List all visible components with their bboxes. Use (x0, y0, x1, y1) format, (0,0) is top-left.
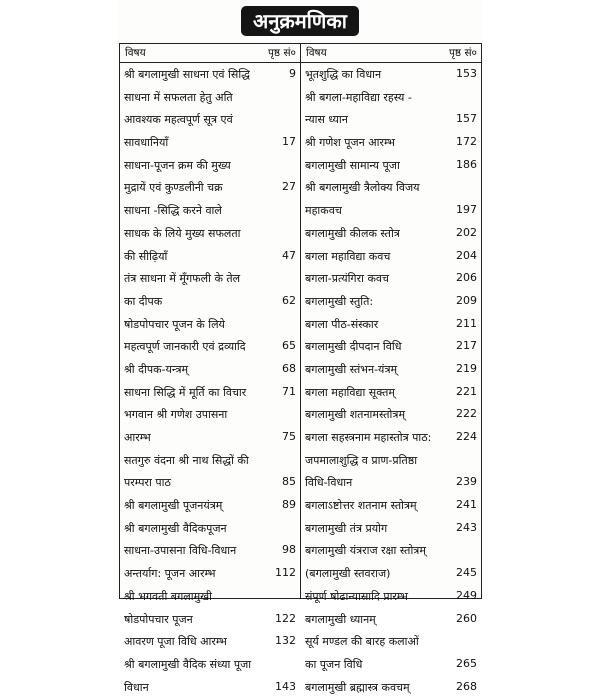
entry-page-number: 245 (456, 566, 477, 580)
entry-page-number: 224 (456, 430, 477, 443)
right-contents-entry (301, 630, 481, 653)
right-contents-entry (301, 358, 481, 381)
right-contents-entry (301, 63, 481, 86)
entry-page-number: 85 (282, 475, 296, 489)
entry-page-number: 211 (456, 316, 477, 330)
left-subject-heading: विषय (125, 47, 146, 59)
right-contents-entry (301, 426, 481, 449)
entry-title: बगला महाविद्या सूक्तम् (305, 385, 395, 399)
entry-title: सूर्य मण्डल की बारह कलाओं (305, 635, 419, 649)
left-header (120, 44, 300, 62)
entry-title: श्री बगलामुखी वैदिकपूजन (124, 521, 227, 535)
right-contents-entry (301, 517, 481, 540)
left-contents-entry (120, 335, 300, 358)
right-page-heading: पृष्ठ सं० (448, 47, 477, 59)
entry-title: श्री बगलामुखी पूजनयंत्रम् (124, 499, 223, 513)
entry-title: बगलामुखी यंत्रराज रक्षा स्तोत्रम् (305, 544, 426, 558)
entry-page-number: 17 (282, 135, 296, 149)
right-contents-entry (301, 608, 481, 631)
entry-page-number: 47 (282, 248, 296, 262)
right-contents-entry (301, 335, 481, 358)
right-contents-entry (301, 676, 481, 698)
entry-title: की सीढ़ियाँ (124, 249, 168, 263)
title-banner (117, 6, 483, 40)
left-contents-entry (120, 381, 300, 404)
entry-title: भूतशुद्धि का विधान (305, 68, 382, 81)
left-contents-entry (120, 199, 300, 222)
entry-title: बगलाऽष्टोत्तर शतनाम स्तोत्रम् (305, 499, 417, 513)
right-contents-entry (301, 267, 481, 290)
entry-title: बगलामुखी तंत्र प्रयोग (305, 521, 388, 535)
left-contents-entry (120, 290, 300, 313)
entry-page-number: 122 (275, 611, 296, 625)
entry-page-number: 239 (456, 475, 477, 489)
entry-page-number: 65 (282, 339, 296, 353)
left-page-heading: पृष्ठ सं० (267, 47, 296, 59)
entry-page-number: 68 (282, 361, 296, 375)
right-contents-entry (301, 539, 481, 562)
entry-page-number: 62 (282, 293, 296, 307)
right-contents-entry (301, 585, 481, 608)
entry-title: श्री बगलामुखी साधना एवं सिद्धि (124, 68, 250, 81)
entry-title: साधना-उपासना विधि-विधान (124, 544, 237, 558)
entry-title: बगलामुखी स्तंभन-यंत्रम् (305, 362, 398, 376)
entry-page-number: 204 (456, 248, 477, 262)
entry-title: बगलामुखी ब्रह्मास्त्र कवचम् (305, 680, 410, 694)
page-title: अनुक्रमणिका (241, 6, 359, 36)
entry-title: मुद्रायें एवं कुण्डलीनी चक्र (124, 181, 223, 195)
left-contents-entry (120, 131, 300, 154)
left-contents-entry (120, 608, 300, 631)
entry-title: महत्वपूर्ण जानकारी एवं द्रव्यादि (124, 340, 246, 354)
right-contents-entry (301, 313, 481, 336)
entry-title: साधना में सफलता हेतु अति (124, 90, 233, 104)
entry-title: साधना -सिद्धि करने वाले (124, 204, 222, 218)
right-header (301, 44, 481, 62)
entry-page-number: 202 (456, 225, 477, 239)
right-contents-entry (301, 245, 481, 268)
left-contents-entry (120, 108, 300, 131)
right-subject-heading: विषय (306, 47, 327, 59)
entry-page-number: 249 (456, 588, 477, 602)
entry-page-number: 112 (275, 566, 296, 580)
entry-title: भगवान श्री गणेश उपासना (124, 408, 228, 422)
entry-title: षोडपोपचार पूजन के लिये (124, 317, 225, 331)
right-contents-entry (301, 108, 481, 131)
entry-title: श्री दीपक-यन्त्रम् (124, 362, 189, 376)
entry-title: आवरण पूजा विधि आरम्भ (124, 635, 227, 649)
entry-title: परम्परा पाठ (124, 476, 171, 490)
right-contents-entry (301, 154, 481, 177)
right-column (301, 63, 481, 698)
left-contents-entry (120, 630, 300, 653)
entry-title: बगलामुखी कीलक स्तोत्र (305, 226, 400, 240)
entry-title: अन्तर्याग: पूजन आरम्भ (124, 567, 216, 581)
entry-title: का दीपक (124, 294, 163, 308)
entry-page-number: 219 (456, 361, 477, 375)
entry-page-number: 243 (456, 520, 477, 534)
left-contents-entry (120, 539, 300, 562)
left-contents-entry (120, 449, 300, 472)
right-contents-entry (301, 290, 481, 313)
left-contents-entry (120, 517, 300, 540)
left-contents-entry (120, 358, 300, 381)
left-contents-entry (120, 63, 300, 86)
entry-title: साधना सिद्धि में मूर्ति का विचार (124, 385, 247, 399)
entry-title: आरम्भ (124, 431, 151, 444)
entry-title: संपूर्ण षोढान्यासादि प्रारम्भ (305, 589, 408, 603)
entry-page-number: 27 (282, 180, 296, 194)
entry-title: बगलामुखी स्तुति: (305, 294, 374, 308)
left-contents-entry (120, 86, 300, 109)
entry-title: बगलामुखी दीपदान विधि (305, 340, 402, 354)
entry-page-number: 172 (456, 135, 477, 149)
right-contents-entry (301, 403, 481, 426)
entry-page-number: 260 (456, 611, 477, 625)
left-contents-entry (120, 585, 300, 608)
right-contents-entry (301, 562, 481, 585)
entry-page-number: 132 (275, 634, 296, 648)
right-contents-entry (301, 494, 481, 517)
right-contents-entry (301, 449, 481, 472)
entry-title: षोडपोपचार पूजन (124, 612, 193, 626)
entry-page-number: 265 (456, 656, 477, 670)
entry-title: विधान (124, 680, 149, 694)
entry-page-number: 143 (275, 679, 296, 693)
entry-title: (बगलामुखी स्तवराज) (305, 567, 391, 581)
entry-title: बगला पीठ-संस्कार (305, 317, 379, 331)
left-contents-entry (120, 313, 300, 336)
entry-title: सतगुरु वंदना श्री नाथ सिद्धों की (124, 453, 249, 467)
contents-table (119, 43, 482, 694)
left-contents-entry (120, 222, 300, 245)
entry-page-number: 221 (456, 384, 477, 398)
right-contents-entry (301, 381, 481, 404)
left-contents-entry (120, 176, 300, 199)
right-contents-entry (301, 86, 481, 109)
entry-title: बगला सहस्त्रनाम महास्तोत्र पाठ: (305, 431, 432, 444)
left-contents-entry (120, 471, 300, 494)
entry-title: आवश्यक महत्वपूर्ण सूत्र एवं (124, 113, 233, 127)
entry-page-number: 153 (456, 67, 477, 80)
entry-page-number: 186 (456, 157, 477, 171)
right-contents-entry (301, 653, 481, 676)
entry-page-number: 197 (456, 203, 477, 217)
entry-title: साधना-पूजन क्रम की मुख्य (124, 158, 231, 172)
entry-title: श्री भगवती बगलामुखी (124, 589, 212, 603)
entry-title: न्यास ध्यान (305, 113, 348, 127)
entry-title: श्री बगलामुखी त्रैलोक्य विजय (305, 181, 420, 195)
entry-title: बगलामुखी ध्यानम् (305, 612, 376, 626)
entry-title: विधि-विधान (305, 476, 353, 490)
left-column (120, 63, 300, 698)
entry-page-number: 209 (456, 293, 477, 307)
entry-title: श्री गणेश पूजन आरम्भ (305, 136, 396, 150)
entry-page-number: 89 (282, 498, 296, 512)
left-contents-entry (120, 426, 300, 449)
entry-title: बगला महाविद्या कवच (305, 249, 391, 263)
entry-title: बगलामुखी सामान्य पूजा (305, 158, 400, 172)
right-contents-entry (301, 131, 481, 154)
entry-page-number: 75 (282, 430, 296, 443)
entry-title: श्री बगलामुखी वैदिक संध्या पूजा (124, 657, 252, 671)
left-contents-entry (120, 245, 300, 268)
entry-title: श्री बगला-महाविद्या रहस्य - (305, 90, 412, 104)
entry-page-number: 71 (282, 384, 296, 398)
left-contents-entry (120, 653, 300, 676)
left-contents-entry (120, 562, 300, 585)
left-contents-entry (120, 494, 300, 517)
entry-page-number: 217 (456, 339, 477, 353)
entry-title: बगलामुखी शतनामस्तोत्रम् (305, 408, 406, 422)
entry-page-number: 222 (456, 407, 477, 421)
left-contents-entry (120, 267, 300, 290)
entry-page-number: 98 (282, 543, 296, 557)
left-contents-entry (120, 403, 300, 426)
right-contents-entry (301, 199, 481, 222)
entry-page-number: 157 (456, 112, 477, 126)
entry-page-number: 9 (289, 67, 296, 80)
entry-title: तंत्र साधना में मूँगफली के तेल (124, 272, 241, 286)
right-contents-entry (301, 176, 481, 199)
entry-title: का पूजन विधि (305, 657, 363, 671)
book-page (117, 0, 483, 694)
entry-title: महाकवच (305, 204, 342, 218)
left-contents-entry (120, 154, 300, 177)
entry-title: जपमालाशुद्धि व प्राण-प्रतिष्ठा (305, 453, 418, 467)
entry-page-number: 241 (456, 498, 477, 512)
entry-title: सावधानियाँ (124, 136, 169, 150)
right-contents-entry (301, 222, 481, 245)
entry-page-number: 268 (456, 679, 477, 693)
entry-title: बगला-प्रत्यंगिरा कवच (305, 272, 390, 286)
entry-page-number: 206 (456, 271, 477, 285)
entry-title: साधक के लिये मुख्य सफलता (124, 226, 241, 240)
left-contents-entry (120, 676, 300, 698)
right-contents-entry (301, 471, 481, 494)
